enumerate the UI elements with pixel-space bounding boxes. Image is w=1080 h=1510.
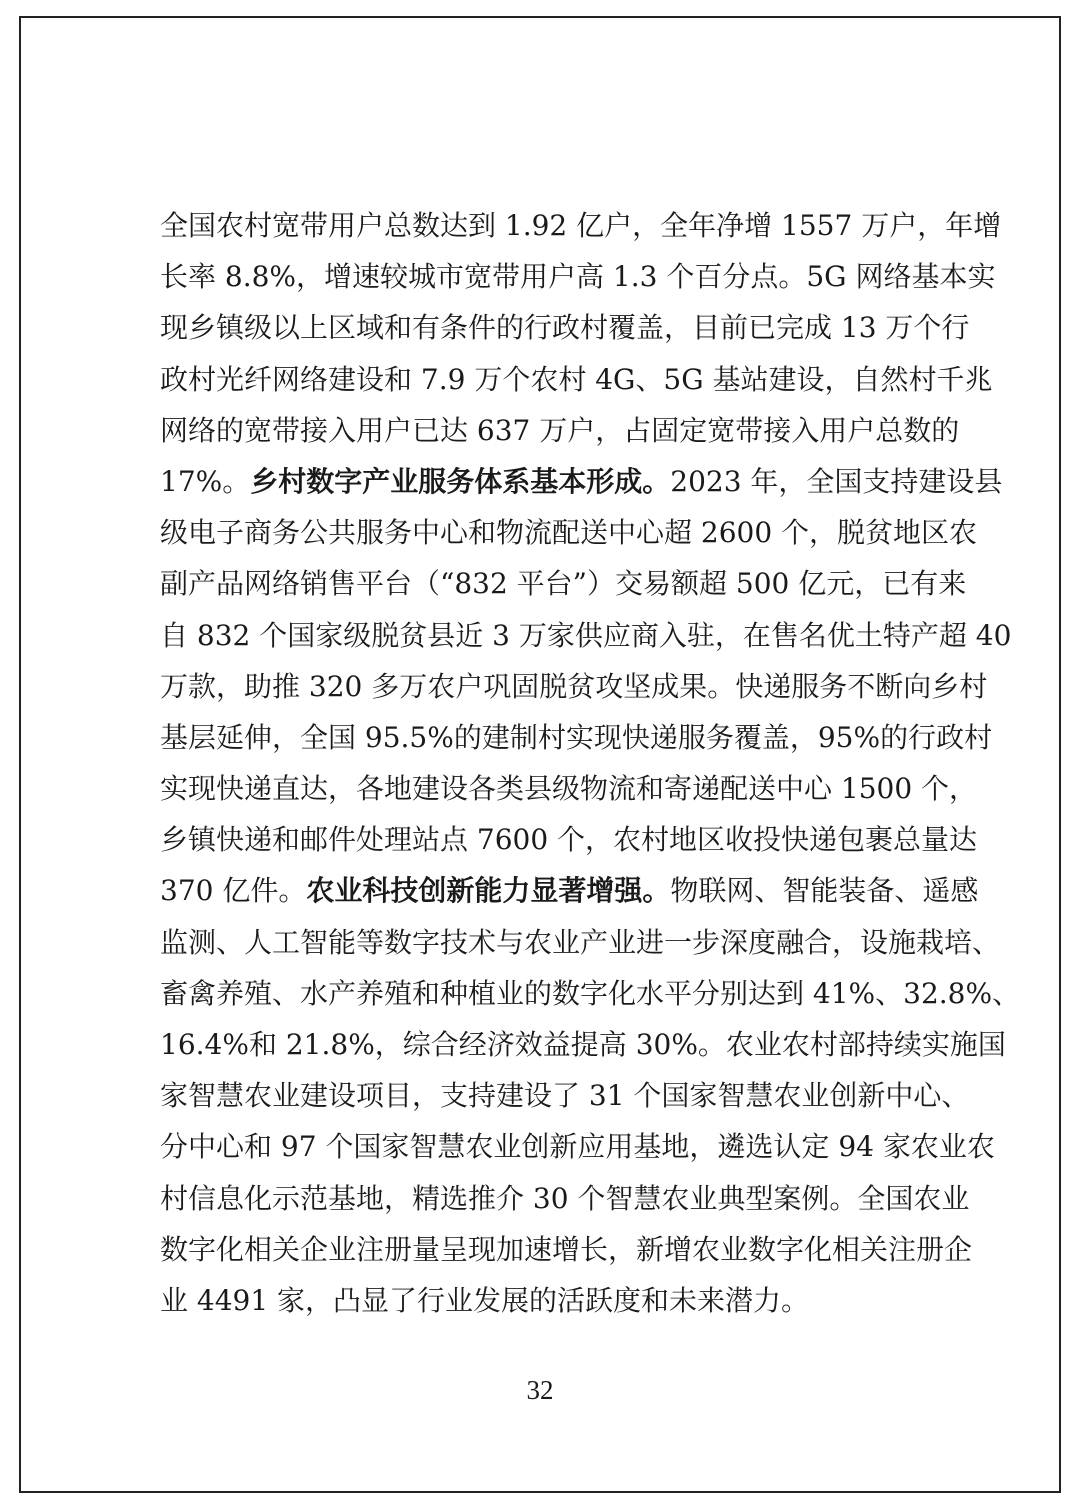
text-line: 现乡镇级以上区域和有条件的行政村覆盖，目前已完成 13 万个行 bbox=[160, 311, 970, 345]
bold-heading-agri-tech: 农业科技创新能力显著增强。 bbox=[306, 874, 671, 908]
text-line: 基层延伸，全国 95.5%的建制村实现快递服务覆盖，95%的行政村 bbox=[160, 720, 993, 754]
text-line: 全国农村宽带用户总数达到 1.92 亿户，全年净增 1557 万户，年增 bbox=[160, 209, 1002, 242]
text-line bbox=[160, 456, 1003, 507]
text-run: 物联网、智能装备、遥感 bbox=[670, 874, 979, 908]
text-line: 网络的宽带接入用户已达 637 万户，占固定宽带接入用户总数的 bbox=[160, 413, 960, 447]
text-line: 分中心和 97 个国家智慧农业创新应用基地，遴选认定 94 家农业农 bbox=[160, 1130, 995, 1164]
text-line: 自 832 个国家级脱贫县近 3 万家供应商入驻，在售名优土特产超 40 bbox=[160, 618, 1012, 652]
text-line: 业 4491 家，凸显了行业发展的活跃度和未来潜力。 bbox=[160, 1283, 810, 1317]
text-line: 长率 8.8%，增速较城市宽带用户高 1.3 个百分点。5G 网络基本实 bbox=[160, 260, 996, 294]
text-run: 2023 年，全国支持建设县 bbox=[670, 464, 1003, 498]
text-line: 实现快递直达，各地建设各类县级物流和寄递配送中心 1500 个， bbox=[160, 772, 978, 806]
text-line: 村信息化示范基地，精选推介 30 个智慧农业典型案例。全国农业 bbox=[160, 1181, 970, 1215]
text-line: 监测、人工智能等数字技术与农业产业进一步深度融合，设施栽培、 bbox=[160, 925, 1001, 959]
bold-heading-digital-industry: 乡村数字产业服务体系基本形成。 bbox=[250, 464, 671, 498]
text-line: 乡镇快递和邮件处理站点 7600 个，农村地区收投快递包裹总量达 bbox=[160, 823, 978, 857]
text-line: 畜禽养殖、水产养殖和种植业的数字化水平分别达到 41%、32.8%、 bbox=[160, 976, 1021, 1010]
text-line: 16.4%和 21.8%，综合经济效益提高 30%。农业农村部持续实施国 bbox=[160, 1028, 1006, 1061]
text-line: 副产品网络销售平台（“832 平台”）交易额超 500 亿元，已有来 bbox=[160, 567, 967, 601]
text-run: 370 亿件。 bbox=[160, 874, 307, 908]
text-line bbox=[160, 865, 979, 916]
text-line: 级电子商务公共服务中心和物流配送中心超 2600 个，脱贫地区农 bbox=[160, 516, 978, 550]
text-line: 政村光纤网络建设和 7.9 万个农村 4G、5G 基站建设，自然村千兆 bbox=[160, 362, 993, 396]
page-number: 32 bbox=[526, 1375, 554, 1405]
text-run: 17%。 bbox=[160, 464, 251, 498]
text-line: 家智慧农业建设项目，支持建设了 31 个国家智慧农业创新中心、 bbox=[160, 1079, 970, 1113]
body-text bbox=[160, 200, 1021, 1326]
text-line: 万款，助推 320 多万农户巩固脱贫攻坚成果。快递服务不断向乡村 bbox=[160, 669, 988, 703]
text-line: 数字化相关企业注册量呈现加速增长，新增农业数字化相关注册企 bbox=[160, 1232, 973, 1266]
